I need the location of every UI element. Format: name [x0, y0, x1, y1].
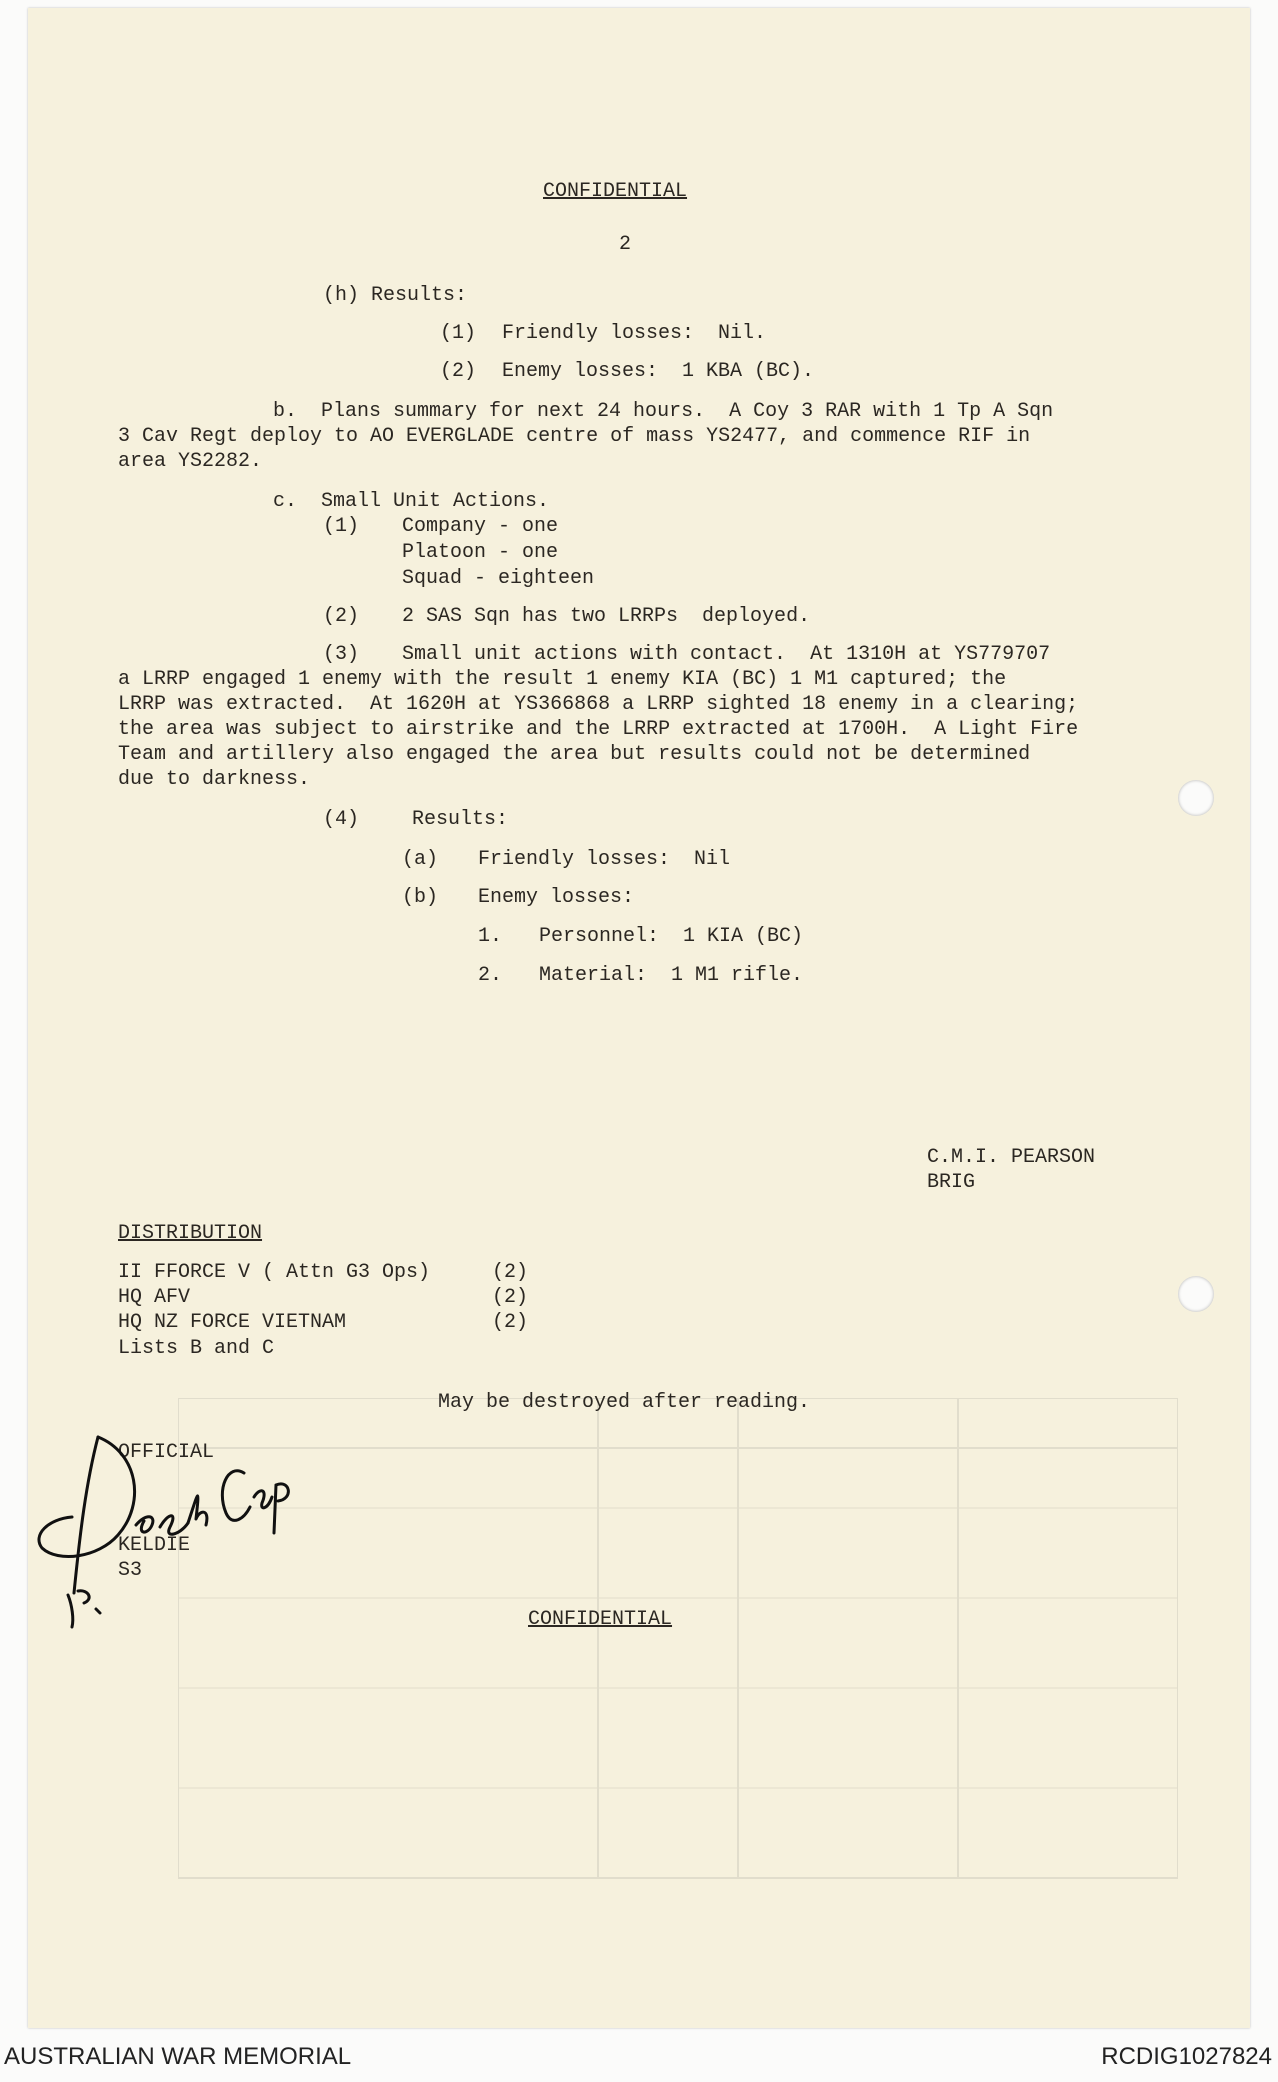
page-number: 2: [619, 233, 632, 256]
lrrp-deployed-number: (2): [323, 605, 360, 628]
enemy-losses-number: (2): [440, 360, 477, 383]
material-number: 2.: [478, 964, 503, 987]
document-page: [28, 8, 1250, 2028]
classification-bottom: CONFIDENTIAL: [528, 1608, 673, 1631]
material-text: Material: 1 M1 rifle.: [539, 964, 804, 987]
lrrp-deployed-text: 2 SAS Sqn has two LRRPs deployed.: [402, 605, 811, 628]
results-heading: (h) Results:: [323, 284, 468, 307]
signatory-rank: BRIG: [927, 1171, 976, 1194]
small-unit-actions-heading: c. Small Unit Actions.: [273, 490, 550, 513]
bleed-through-table: [178, 1398, 1178, 1898]
friendly-losses-a-text: Friendly losses: Nil: [478, 848, 731, 871]
distribution-recipient: HQ NZ FORCE VIETNAM: [118, 1311, 347, 1334]
contact-actions-line-6: due to darkness.: [118, 768, 311, 791]
classification-top: CONFIDENTIAL: [543, 180, 688, 203]
plans-summary-line-3: area YS2282.: [118, 450, 263, 473]
friendly-losses-a-number: (a): [402, 848, 439, 871]
squad-count: Squad - eighteen: [402, 567, 595, 590]
distribution-copies: (2): [492, 1311, 529, 1334]
archive-institution: AUSTRALIAN WAR MEMORIAL: [4, 2043, 352, 2070]
unit-counts-number: (1): [323, 515, 360, 538]
personnel-text: Personnel: 1 KIA (BC): [539, 925, 804, 948]
contact-actions-line-2: a LRRP engaged 1 enemy with the result 1 enemy KIA (BC) 1 M1 captured; the: [118, 668, 1007, 691]
contact-actions-number: (3): [323, 643, 360, 666]
enemy-losses-b-text: Enemy losses:: [478, 886, 635, 909]
distribution-heading: DISTRIBUTION: [118, 1222, 263, 1245]
official-appointment: S3: [118, 1559, 143, 1582]
contact-actions-line-3: LRRP was extracted. At 1620H at YS366868 a LRRP sighted 18 enemy in a clearing;: [118, 693, 1079, 716]
official-name: KELDIE: [118, 1534, 191, 1557]
plans-summary-line-1: b. Plans summary for next 24 hours. A Coy 3 RAR with 1 Tp A Sqn: [273, 400, 1054, 423]
handwritten-signature: [28, 1423, 308, 1643]
personnel-number: 1.: [478, 925, 503, 948]
results-4-heading: Results:: [412, 808, 509, 831]
results-4-number: (4): [323, 808, 360, 831]
distribution-recipient: II FFORCE V ( Attn G3 Ops): [118, 1261, 431, 1284]
plans-summary-line-2: 3 Cav Regt deploy to AO EVERGLADE centre of mass YS2477, and commence RIF in: [118, 425, 1031, 448]
company-count: Company - one: [402, 515, 559, 538]
distribution-copies: (2): [492, 1286, 529, 1309]
contact-actions-line-5: Team and artillery also engaged the area but results could not be determined: [118, 743, 1031, 766]
archive-reference: RCDIG1027824: [1101, 2043, 1272, 2070]
friendly-losses-number: (1): [440, 322, 477, 345]
punch-hole-upper: [1178, 780, 1214, 816]
contact-actions-line-1: Small unit actions with contact. At 1310H at YS779707: [402, 643, 1051, 666]
enemy-losses-text: Enemy losses: 1 KBA (BC).: [502, 360, 815, 383]
platoon-count: Platoon - one: [402, 541, 559, 564]
friendly-losses-text: Friendly losses: Nil.: [502, 322, 767, 345]
enemy-losses-b-number: (b): [402, 886, 439, 909]
signatory-name: C.M.I. PEARSON: [927, 1146, 1096, 1169]
contact-actions-line-4: the area was subject to airstrike and the LRRP extracted at 1700H. A Light Fire: [118, 718, 1079, 741]
destroy-notice: May be destroyed after reading.: [438, 1391, 811, 1414]
punch-hole-lower: [1178, 1276, 1214, 1312]
distribution-recipient: Lists B and C: [118, 1337, 275, 1360]
distribution-recipient: HQ AFV: [118, 1286, 191, 1309]
official-label: OFFICIAL: [118, 1441, 215, 1464]
distribution-copies: (2): [492, 1261, 529, 1284]
